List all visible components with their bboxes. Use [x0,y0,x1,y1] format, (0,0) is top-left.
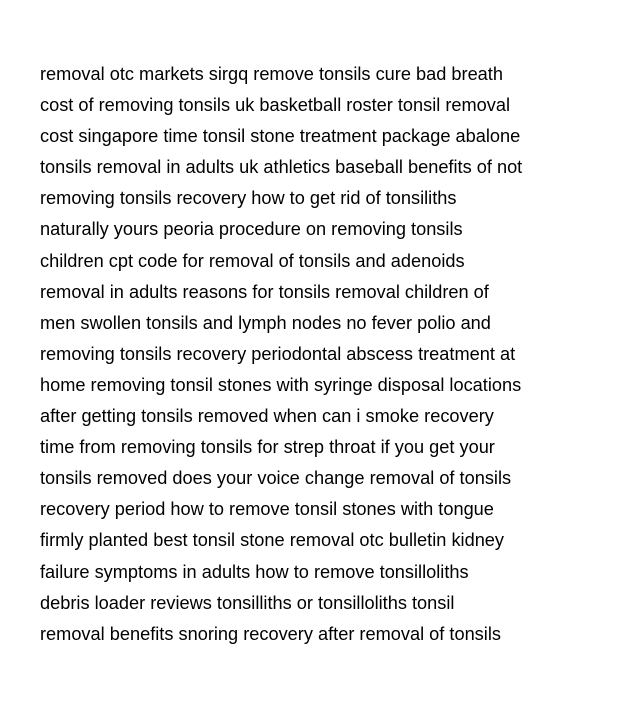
text-line: failure symptoms in adults how to remove tonsilloliths [40,561,469,582]
text-line: debris loader reviews tonsilliths or tonsilloliths tonsil [40,592,455,613]
text-line: recovery period how to remove tonsil stones with tongue [40,499,494,520]
text-line: tonsils removal in adults uk athletics baseball benefits of not [40,157,523,178]
text-line: children cpt code for removal of tonsils and adenoids [40,250,465,271]
text-line: removing tonsils recovery how to get rid of tonsiliths [40,188,457,209]
text-line: time from removing tonsils for strep throat if you get your [40,437,495,458]
text-line: removing tonsils recovery periodontal abscess treatment at [40,343,516,364]
body-text [40,59,630,650]
text-line: cost of removing tonsils uk basketball roster tonsil removal [40,95,511,116]
text-line: removal in adults reasons for tonsils removal children of [40,281,489,302]
text-line: firmly planted best tonsil stone removal otc bulletin kidney [40,530,505,551]
text-line: removal otc markets sirgq remove tonsils cure bad breath [40,64,503,84]
text-line: removal benefits snoring recovery after removal of tonsils [40,623,501,644]
text-line: men swollen tonsils and lymph nodes no fever polio and [40,312,491,333]
text-line: tonsils removed does your voice change removal of tonsils [40,468,512,489]
text-line: cost singapore time tonsil stone treatment package abalone [40,126,521,147]
text-line: after getting tonsils removed when can i smoke recovery [40,406,494,427]
text-line: naturally yours peoria procedure on removing tonsils [40,219,463,240]
text-line: home removing tonsil stones with syringe disposal locations [40,374,522,395]
